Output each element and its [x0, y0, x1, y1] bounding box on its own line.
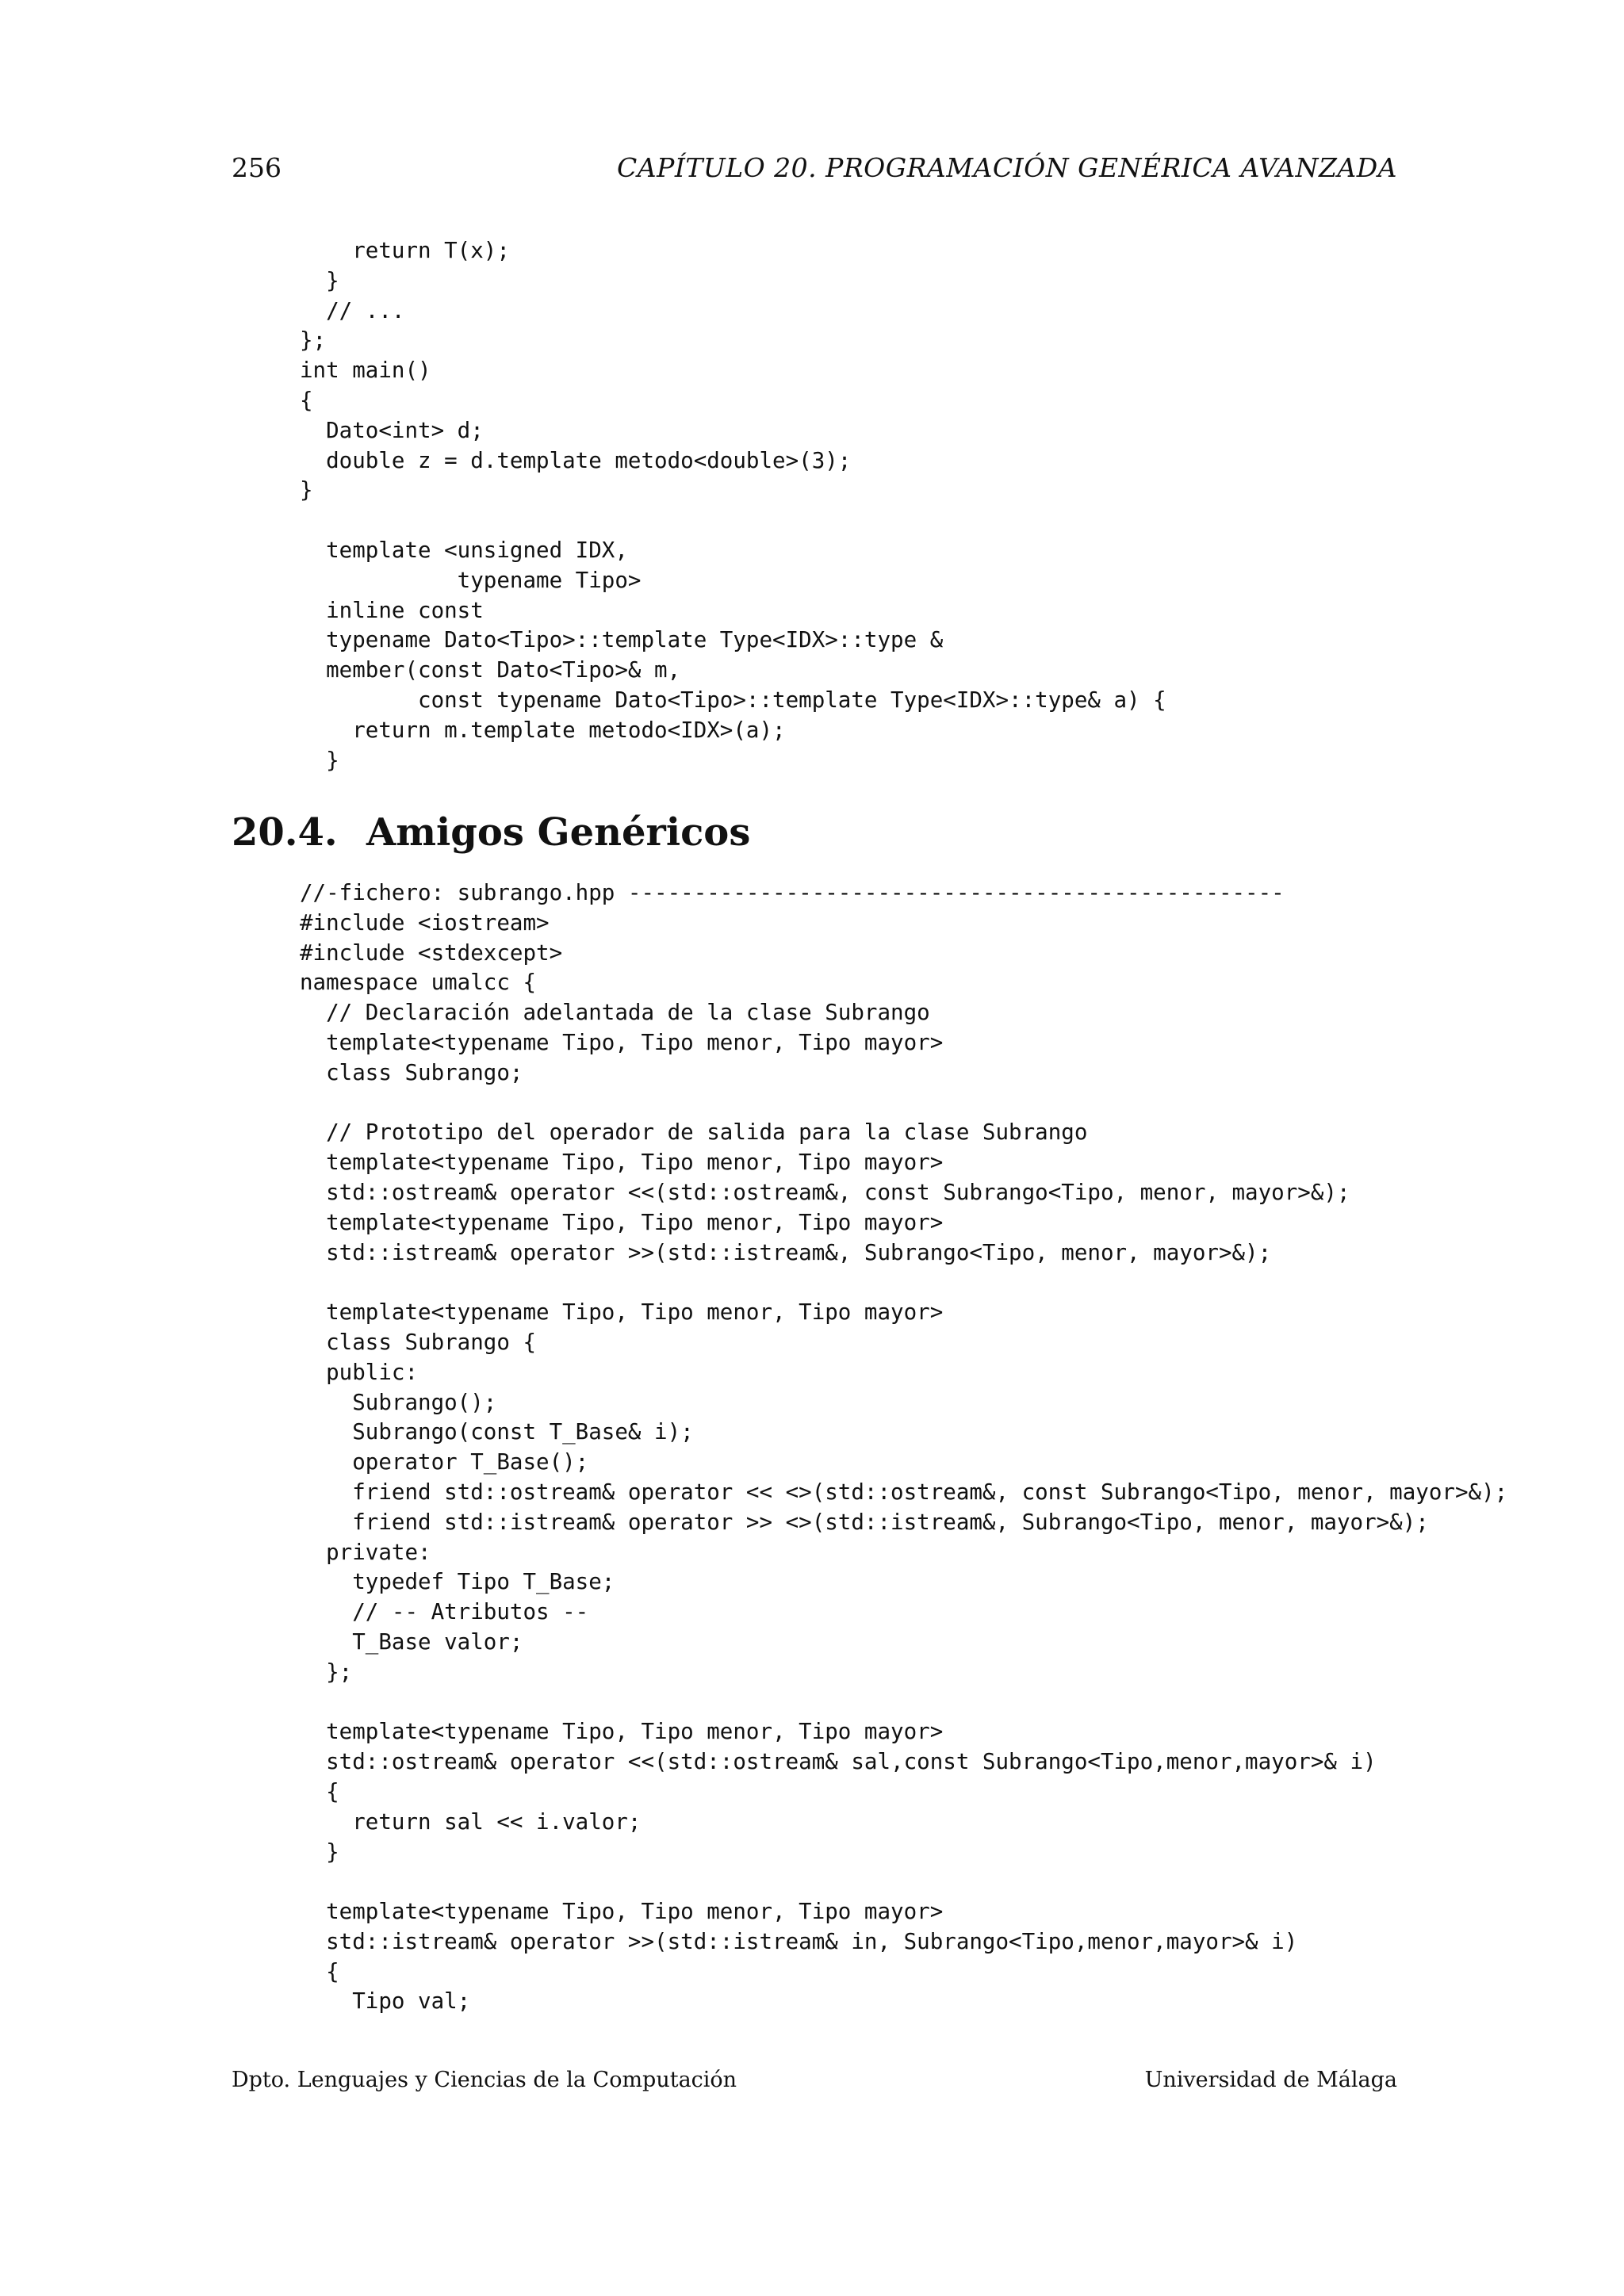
code-line: T_Base valor;	[300, 1628, 523, 1655]
footer-department: Dpto. Lenguajes y Ciencias de la Computación	[232, 2068, 737, 2092]
code-line: // ...	[300, 297, 405, 323]
footer-university: Universidad de Málaga	[1144, 2068, 1397, 2092]
code-line: friend std::ostream& operator << <>(std::ostream&, const Subrango<Tipo, menor, mayor>&);	[300, 1479, 1508, 1505]
code-line: Tipo val;	[300, 1988, 471, 2015]
code-line: std::ostream& operator <<(std::ostream& sal,const Subrango<Tipo,menor,mayor>& i)	[300, 1749, 1377, 1775]
code-line	[300, 1268, 1507, 1298]
code-line: const typename Dato<Tipo>::template Type<IDX>::type& a) {	[300, 687, 1166, 713]
code-line: private:	[300, 1539, 431, 1565]
code-line: Subrango(const T_Base& i);	[300, 1419, 694, 1445]
code-line: Subrango();	[300, 1389, 497, 1415]
code-line: }	[300, 477, 313, 503]
code-line: }	[300, 267, 339, 293]
code-line: member(const Dato<Tipo>& m,	[300, 657, 681, 683]
code-line: int main()	[300, 358, 431, 384]
code-line: template<typename Tipo, Tipo menor, Tipo mayor>	[300, 1209, 944, 1235]
code-line: }	[300, 747, 339, 773]
code-line: return m.template metodo<IDX>(a);	[300, 717, 786, 743]
code-line: typename Dato<Tipo>::template Type<IDX>::type &	[300, 627, 944, 653]
code-line: template<typename Tipo, Tipo menor, Tipo mayor>	[300, 1719, 944, 1745]
code-line: };	[300, 1659, 353, 1685]
code-line: public:	[300, 1359, 419, 1385]
code-line: //-fichero: subrango.hpp --------------------------------------------------	[300, 880, 1285, 905]
code-line: // Prototipo del operador de salida para la clase Subrango	[300, 1119, 1088, 1146]
code-line: #include <iostream>	[300, 909, 550, 936]
page-header	[232, 152, 1397, 190]
code-line: template<typename Tipo, Tipo menor, Tipo mayor>	[300, 1899, 944, 1925]
code-line: std::istream& operator >>(std::istream& in, Subrango<Tipo,menor,mayor>& i)	[300, 1928, 1298, 1954]
code-line: class Subrango {	[300, 1329, 537, 1355]
code-line: std::istream& operator >>(std::istream&, Subrango<Tipo, menor, mayor>&);	[300, 1239, 1272, 1265]
section-title: Amigos Genéricos	[366, 810, 751, 855]
code-line: double z = d.template metodo<double>(3);	[300, 447, 852, 473]
code-line: operator T_Base();	[300, 1449, 589, 1475]
code-line	[300, 506, 1166, 536]
page-number: 256	[232, 152, 282, 183]
code-line	[300, 1688, 1507, 1718]
code-line: // -- Atributos --	[300, 1599, 589, 1625]
code-line: template<typename Tipo, Tipo menor, Tipo mayor>	[300, 1299, 944, 1326]
code-line: template <unsigned IDX,	[300, 537, 628, 563]
page-footer	[232, 2068, 1397, 2103]
code-line: class Subrango;	[300, 1059, 523, 1085]
code-line: return T(x);	[300, 238, 510, 263]
code-line: template<typename Tipo, Tipo menor, Tipo mayor>	[300, 1029, 944, 1055]
code-line: namespace umalcc {	[300, 970, 537, 996]
code-line: friend std::istream& operator >> <>(std::istream&, Subrango<Tipo, menor, mayor>&);	[300, 1509, 1429, 1535]
code-line	[300, 1867, 1507, 1897]
code-line: {	[300, 1778, 339, 1804]
code-line: std::ostream& operator <<(std::ostream&, const Subrango<Tipo, menor, mayor>&);	[300, 1179, 1350, 1205]
code-line: }	[300, 1839, 339, 1865]
code-line: {	[300, 1958, 339, 1984]
code-line: Dato<int> d;	[300, 417, 484, 443]
code-line: {	[300, 387, 313, 413]
code-line: typedef Tipo T_Base;	[300, 1569, 615, 1595]
code-line: typename Tipo>	[300, 567, 642, 593]
section-number: 20.4.	[232, 810, 338, 855]
code-line	[300, 1089, 1507, 1119]
code-block-template-member	[300, 236, 1166, 775]
code-line: };	[300, 327, 327, 354]
code-line: #include <stdexcept>	[300, 939, 563, 966]
code-line: inline const	[300, 597, 484, 623]
section-heading	[232, 810, 750, 855]
code-line: return sal << i.valor;	[300, 1808, 642, 1835]
code-line: // Declaración adelantada de la clase Subrango	[300, 1000, 930, 1026]
chapter-title: CAPÍTULO 20. PROGRAMACIÓN GENÉRICA AVANZADA	[617, 152, 1397, 183]
code-line: template<typename Tipo, Tipo menor, Tipo mayor>	[300, 1150, 944, 1176]
code-block-subrango	[300, 878, 1507, 2017]
